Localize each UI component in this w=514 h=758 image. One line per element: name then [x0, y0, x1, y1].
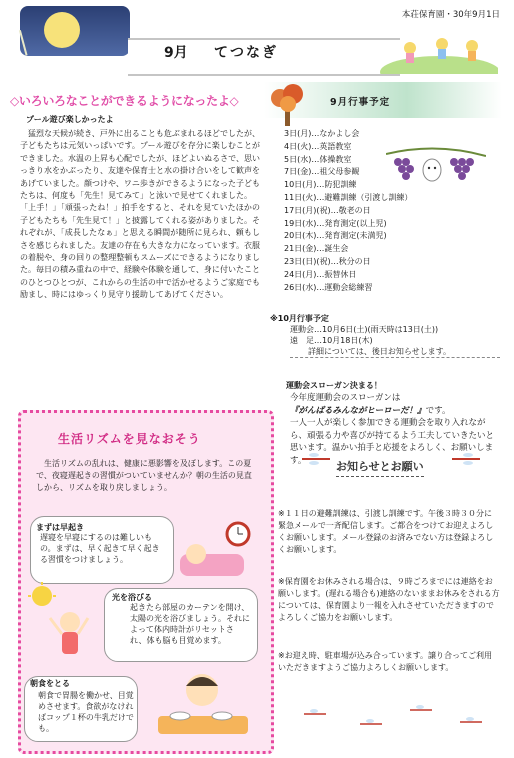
grapes-and-ghost-icon [386, 146, 486, 190]
event-item: 11日(火)…避難訓練（引渡し訓練） [284, 193, 413, 202]
dragonflies-decoration [300, 700, 490, 736]
moon-icon [44, 12, 80, 48]
event-item: 7日(金)…祖父母参観 [284, 167, 360, 177]
newsletter-title: てつなぎ [214, 45, 278, 61]
slogan-text: です。 一人一人が楽しく参加できる運動会を取り入れながら、頑張る力や喜びが持てるよう工夫していきたいと思います。温かい拍手と応援をよろしく、お願いします。 [290, 405, 495, 466]
child-stretching-sun-icon [28, 582, 104, 672]
autumn-tree-icon [268, 82, 308, 128]
notices-title: お知らせとお願い [336, 458, 424, 477]
event-item: 19日(水)…発育測定(以上児) [284, 218, 387, 228]
notice-item: ※保育園をお休みされる場合は、９時ごろまでには連絡をお願いします。(遅れる場合も)連絡のないままお休みをされる方については、保育園より一報を入れさせていただきますのでよろしくご協力をお願いします。 [278, 577, 500, 622]
event-item: 26日(水)…運動会総練習 [284, 282, 373, 292]
notice-item: ※１１日の避難訓練は、引渡し訓練です。午後３時３０分に緊急メールで一斉配信します。ご都合をつけてお迎えよろしくお願いします。メール登録のお済みでない方は登録よろしくお願いします。 [278, 509, 494, 554]
child-eating-breakfast-icon [150, 668, 254, 742]
breakfast-title: 朝食をとる [30, 679, 70, 688]
event-item: 23日(日)(祝)…秋分の日 [284, 257, 371, 266]
sunlight-title: 光を浴びる [112, 593, 152, 602]
slogan-intro: 今年度運動会のスローガンは [290, 393, 401, 403]
section-headline: ◇いろいろなことができるようになったよ◇ [10, 94, 239, 108]
notice-item: ※お迎え時、駐車場が込み合っています。譲り合ってご利用いただきますようご協力よろしくお願いします。 [278, 651, 493, 672]
october-sports-day: 運動会…10月6日(土)(雨天時は13日(土)) [290, 325, 439, 334]
october-excursion: 遠 足…10月18日(木) [290, 336, 373, 345]
rhythm-intro: 生活リズムの乱れは、健康に悪影響を及ぼします。この夏で、夜寝遅起きの習慣がついていませんか？朝の生活の見直しから、リズムを取り戻しましょう。 [36, 459, 252, 492]
events-title: 9月行事予定 [330, 97, 391, 108]
wake-early-title: まずは早起き [36, 523, 84, 532]
wake-early-body: 遅寝を早寝にするのは難しいもの。まずは、早く起きて早く起きる習慣をつけましょう。 [40, 533, 160, 564]
dragonfly-icon [450, 452, 482, 466]
event-item: 5日(水)…体操教室 [284, 154, 352, 164]
breakfast-body: 朝食で胃腸を働かせ、目覚めさせます。食欲がなければコップ１杯の牛乳だけでも。 [38, 691, 134, 733]
pool-article: 猛烈な天候が続き、戸外に出ることも危ぶまれるほどでしたが、子どもたちは元気いっぱいです。プール遊びを存分に楽しむことができました。水温の上昇も心配でしたが、ほどよいぬるさで、思いっきり水をかぶったり、友達や保育士と水の掛け合いをして歓声をあげていました。顔つけや、ワニ歩きができるようになった子どもたちは、何度も「先生！見てみて」と泳いで見せてくれました。 「上手！」「頑張ったね！」拍手をすると、それを見ていたほかの子どもたちも「先生見て！」と披露してくれる姿がありました。それぞれが、「成長したなぁ」と思える瞬間が随所に見られ、頼もしさを感じられました。友達の存在も大きな力になっています。衣服の着脱や、身の回りの整理整頓もスムーズにできるようになりました。毎日の積み重ねの中で、経験や体験を通して、身に付いたことのひとつひとつが、これからの生活の中で活かせるようご家庭でも励まし、時にはゆっくり見守り援助してあげてください。 [20, 129, 260, 300]
sleeping-child-and-clock-icon [176, 520, 256, 582]
rhythm-title: 生活リズムを見なおそう [58, 432, 201, 446]
october-events-title: ※10月行事予定 [270, 314, 329, 323]
school-and-date: 本荘保育園・30年9月1日 [401, 10, 500, 20]
divider [290, 357, 500, 358]
event-item: 3日(月)…なかよし会 [284, 129, 360, 138]
slogan-quote: 『がんばるみんながヒーローだ！』 [290, 405, 426, 416]
event-item: 24日(月)…振替休日 [284, 269, 357, 279]
dragonfly-icon [300, 452, 332, 466]
october-note: 詳細については、後日お知らせします。 [308, 347, 451, 356]
event-item: 21日(金)…誕生会 [284, 244, 349, 254]
event-item: 17日(月)(祝)…敬老の日 [284, 205, 371, 215]
slogan-title: 運動会スローガン決まる！ [286, 381, 382, 390]
newsletter-month: 9月 [164, 45, 188, 61]
pool-subhead: プール遊び楽しかったよ [26, 115, 114, 124]
sunlight-body: 起きたら部屋のカーテンを開け、太陽の光を浴びましょう。それによって体内時計がリセットされ、体も脳も目覚めます。 [130, 603, 250, 645]
event-item: 4日(火)…英語教室 [284, 141, 352, 151]
event-item: 10日(月)…防犯訓練 [284, 180, 357, 190]
event-item: 20日(木)…発育測定(未満児) [284, 231, 387, 241]
children-on-hill-illustration [380, 20, 498, 74]
